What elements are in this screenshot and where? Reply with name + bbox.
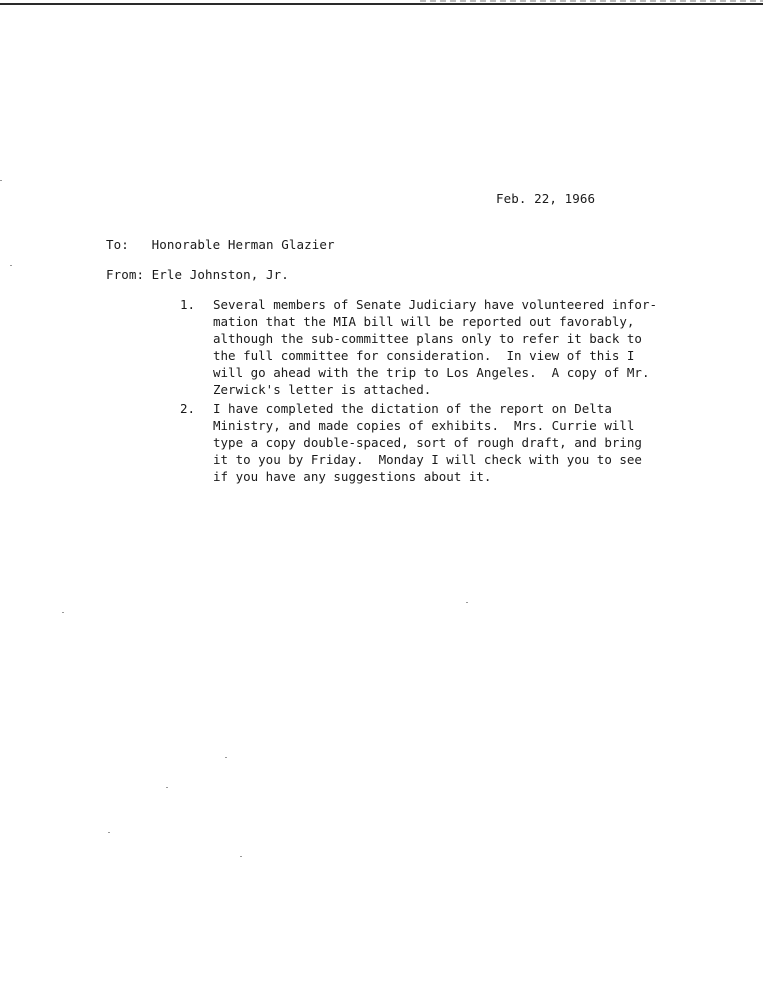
item-line: type a copy double-spaced, sort of rough draft, and bring xyxy=(213,435,642,450)
item-line: the full committee for consideration. In view of this I xyxy=(213,348,635,363)
item-line: will go ahead with the trip to Los Angeles. A copy of Mr. xyxy=(213,365,650,380)
item-line: Several members of Senate Judiciary have volunteered infor- xyxy=(213,297,658,312)
from-value: Erle Johnston, Jr. xyxy=(151,267,289,282)
scan-speck xyxy=(108,832,110,833)
item-line: mation that the MIA bill will be reported out favorably, xyxy=(213,314,635,329)
scan-speck xyxy=(225,757,227,758)
item-line: Ministry, and made copies of exhibits. Mrs. Currie will xyxy=(213,418,635,433)
scan-speck xyxy=(240,856,242,857)
item-number: 1. xyxy=(180,297,196,312)
from-line xyxy=(106,266,289,283)
top-rule-faint xyxy=(420,0,763,2)
scan-speck xyxy=(62,612,64,613)
item-line: it to you by Friday. Monday I will check with you to see xyxy=(213,452,642,467)
scan-speck xyxy=(0,180,2,181)
item-line: I have completed the dictation of the report on Delta xyxy=(213,401,612,416)
scan-speck xyxy=(166,787,168,788)
item-number: 2. xyxy=(180,401,196,416)
scan-speck xyxy=(466,602,468,603)
to-line xyxy=(106,236,335,253)
to-label: To: xyxy=(106,237,129,252)
top-rule xyxy=(0,3,763,5)
item-line: Zerwick's letter is attached. xyxy=(213,382,432,397)
memo-date: Feb. 22, 1966 xyxy=(496,191,596,206)
to-value: Honorable Herman Glazier xyxy=(151,237,335,252)
from-label: From: xyxy=(106,267,145,282)
scan-speck xyxy=(10,265,12,266)
item-line: although the sub-committee plans only to refer it back to xyxy=(213,331,642,346)
item-line: if you have any suggestions about it. xyxy=(213,469,492,484)
